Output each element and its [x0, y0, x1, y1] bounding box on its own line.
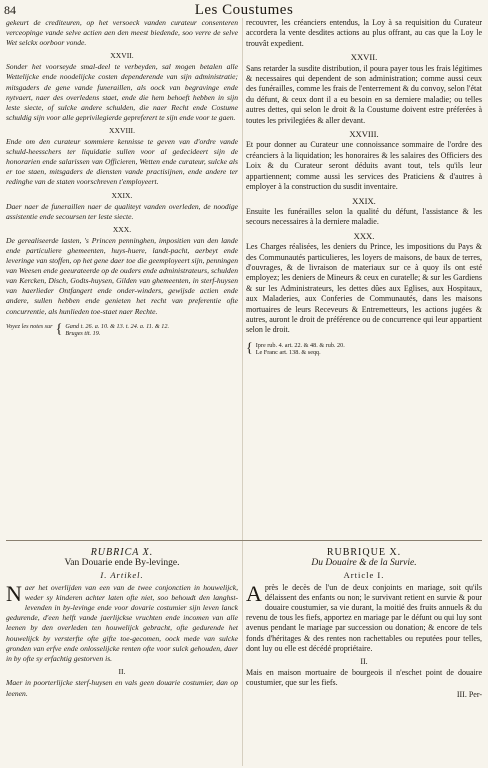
- french-column-top: [246, 18, 482, 534]
- french-article-xxvii-text: Sans retarder la susdite distribution, il poura payer tous les frais légitimes & necessaires qui dependent de son administration; comme aussi ceux des funérailles, comme les frais de l'enterrement & du convoy, selon l'état du défunt, & ceux dont il a eu besoin en sa derniere maladie; ou telles autres dettes, qui selon le droit & la Coustume doivent estre préferées à toutes les privilegiées & aller devant.: [246, 63, 482, 125]
- flemish-column-top: [6, 18, 238, 520]
- footnote-brace: {: [55, 321, 63, 337]
- flemish-article-xxvii-head: XXVII.: [110, 51, 134, 61]
- flemish-para-intro: gekeurt de crediteuren, op het versoeck vanden curateur consenteren verceopinge vande selve actien aen den meest biedende, soo verre de selve Wet selckx oorboor vonde.: [6, 18, 238, 48]
- flemish-article-xxix-text: Daer naer de funeraillen naer de qualiteyt vanden overleden, de noodige assistentie ende secoursen ter leste siecte.: [6, 201, 238, 221]
- running-head: Les Coustumes: [194, 2, 294, 18]
- flemish-article-xxx-text: De gerealiseerde lasten, 's Princen penninghen, impositien van den lande ende particuliere ghemeenten, huys-huere, landt-pacht, aerbeyt ende leveringe van stoffen, op het gene daer toe die geemployeert sijn, penningen van Weesen ende geeurateerde op de ouders ende administrateurs, schulden van Kercken, Disch, Godts-huysen, Gilden van ghemeenten, in sterf-huysen van haerlieder Ontfangert ende onder-winders, gewijsde actien ende andere, sullen hebben ende genieten het recht van preferentie ofte concurrentie, als hunlieden toe-staet naer Rechte.: [6, 235, 238, 316]
- page-header: [4, 3, 484, 19]
- footnote-line: Bruges tit. 19.: [65, 330, 101, 338]
- flemish-footnote: [6, 323, 238, 338]
- french-article-i-body: près le decès de l'un de deux conjoints en mariage, soit qu'ils délaissent des enfants ou non; le survivant retient en survie & pour douaire coustumier, sa vie durant, la moitié des fruits annuels & du revenu de tous les fiefs, apportez en mariage par le défunt ou qui luy sont avenus pendant le mariage par succession ou donation; & encore de tels fonds d'héritages & des rentes non rachettables ou reputées pour telles, dont luy ou elle est décédé propriétaire.: [246, 582, 482, 653]
- flemish-article-i-text: [6, 580, 238, 665]
- footnote-lines: [65, 323, 169, 338]
- footnote-brace: {: [246, 340, 253, 356]
- flemish-article-xxviii-head: XXVIII.: [109, 125, 135, 135]
- footnote-label: Voyez les notes sur: [6, 322, 53, 330]
- french-footnote: [246, 342, 482, 357]
- french-article-xxix-text: Ensuite les funérailles selon la qualité du défunt, l'assistance & les secours necessaires à la derniere maladie.: [246, 206, 482, 227]
- drop-cap: A: [246, 580, 262, 606]
- flemish-article-xxviii-text: Ende om den curateur sommiere kennisse te geven van d'ordre vande schuld-heesschers ter liquidatie sullen voor al gedecideert sijn de honorarien ende salarissen van Officieren, Wetten ende curateur, sulcke als er toe staen, mitsgaders de diensten vande practisijnen, ende andere ter redinghe van de staten voorschreven t'employeert.: [6, 137, 238, 187]
- french-article-i-title: Article I.: [343, 570, 385, 581]
- flemish-article-xxvii-text: Sonder het voorseyde smal-deel te verbeyden, sal mogen betalen alle Wettelijcke ende noodelijcke costen dependerende van sijn administratie; mitsgaders de gene vande funeraillen, als oock van begravinge ende nytvaert, naer des overledens staet, ende die hem behoeft hebben in sijn leste siecte, of sulcke andere schulden, die naer Recht ende Costume schuldig sijn voor alle geprivilegierde gepreferert te sijn ende voor te gaen.: [6, 62, 238, 122]
- page-number: 84: [4, 3, 16, 17]
- french-article-xxx-head: XXX.: [353, 230, 375, 241]
- flemish-article-i-title: I. Artikel.: [100, 570, 144, 581]
- flemish-column-bottom: [6, 548, 238, 766]
- flemish-article-ii-head: II.: [118, 667, 126, 677]
- catchword: III. Per-: [456, 689, 482, 699]
- footnote-line: Gand t. 26. a. 10. & 13. t. 24. a. 11. & 12.: [65, 322, 170, 330]
- column-divider: [242, 18, 243, 766]
- french-rubric-subtitle: Du Douaire & de la Survie.: [311, 558, 417, 569]
- french-article-i-text: [246, 580, 482, 654]
- drop-cap: N: [6, 580, 22, 606]
- flemish-article-xxix-head: XXIX.: [111, 190, 133, 200]
- footnote-line: Ipre rub. 4. art. 22. & 48. & rub. 20.: [255, 341, 345, 349]
- flemish-article-ii-text: Maer in poorterlijcke sterf-huysen en vals geen douarie costumier, dan op leenen.: [6, 678, 238, 698]
- french-para-intro: recouvrer, les créanciers entendus, la Loy à sa requisition du Curateur accordera la vente desdites actions au plus offrant, au cas que la Loy le trouvât expedient.: [246, 18, 482, 48]
- flemish-article-i-body: aer het overlijden van een van de twee conjonctien in houwelijck, weder sy kinderen achter laten ofte niet, soo behoudt den langhst-levenden in by-levinge ende voor dovarie costumier sijn leven lanck gedurende, d'een helft vande jaerlijckse vruchten ende incomen van alle leenen by den overleden ten houwelijck gebracht, ofte gedurende het houwelijck by versterfte ofte gifte toe-gecomen, oock mede van sulcke gronden van erfve ende onlosselijcke renten ofte voor sulck gehouden, daer in by ofte sy erfachtig gestorven is.: [6, 582, 238, 664]
- section-rule: [6, 540, 482, 541]
- flemish-rubric-title: RUBRICA X.: [90, 548, 154, 558]
- french-article-ii-text: Mais en maison mortuaire de bourgeois il n'eschet point de douaire coustumier, que sur les fiefs.: [246, 668, 482, 688]
- french-rubric-title: RUBRIQUE X.: [326, 548, 402, 558]
- french-article-xxx-text: Les Charges réalisées, les deniers du Prince, les impositions du Pays & des Communautés particulieres, les loyers de maisons, de baux de terres, d'ouvrages, & de livraison de materiaux sur ce à quoy ils ont esté employez; les deniers de Mineurs & ceux en curatelle; & sur les Gardiens & sur les Administrateurs, les dettes dûes aux Eglises, aux Hospitaux, aux Maladeries, aux Conferies de Communautés, dans les maisons mortuaires de leurs Receveurs & Entremetteurs, les actions jugées & autres, auront le droit de préférence ou de concurrence qui leur appartient selon le droit.: [246, 242, 482, 335]
- flemish-rubric-subtitle: Van Douarie ende By-levinge.: [64, 558, 180, 569]
- french-article-ii-head: II.: [360, 657, 368, 667]
- french-article-xxvii-head: XXVII.: [350, 52, 378, 63]
- footnote-line: Le Franc art. 138. & seqq.: [255, 349, 321, 357]
- flemish-article-xxx-head: XXX.: [112, 224, 132, 234]
- french-article-xxix-head: XXIX.: [352, 195, 376, 206]
- french-article-xxviii-text: Et pour donner au Curateur une connoissance sommaire de l'ordre des créanciers à la liquidation; les honoraires & les salaires des Officiers des Loix & du Curateur seront déduits avant tout, tels qu'ils leur appartiennent; comme aussi les services des Praticiens & d'autres à employer à la construction du susdit inventaire.: [246, 140, 482, 192]
- french-column-bottom: [246, 548, 482, 766]
- french-article-xxviii-head: XXVIII.: [349, 129, 379, 140]
- footnote-lines: [256, 342, 345, 357]
